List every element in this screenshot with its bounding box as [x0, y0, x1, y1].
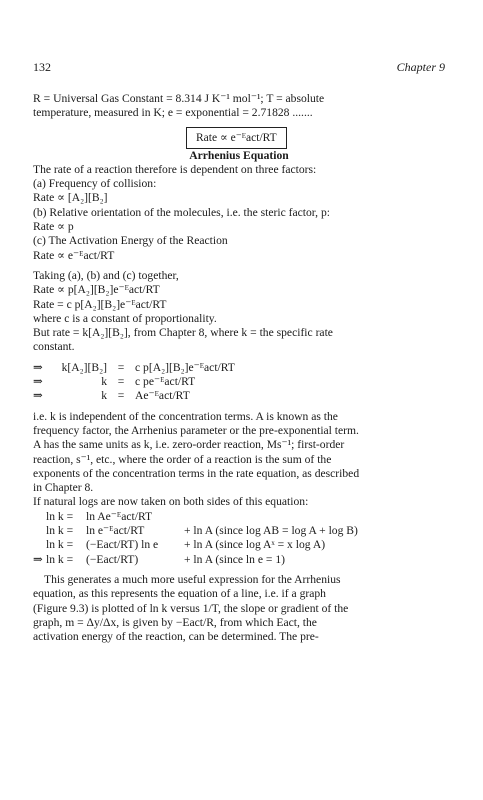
log-term: ln Ae⁻ᴱact/RT	[86, 509, 153, 523]
equation-2: Rate = c p[A₂][B₂]e⁻ᴱact/RT	[33, 297, 167, 311]
final-paragraph	[33, 573, 445, 644]
derivation-rhs: c pe⁻ᴱact/RT	[135, 375, 196, 389]
paragraph-line: in Chapter 8.	[33, 481, 94, 495]
paragraph-line: activation energy of the reaction, can be determined. The pre-	[33, 630, 319, 644]
derivation-block	[33, 361, 445, 404]
log-term: (−Eact/RT) ln e	[86, 538, 159, 552]
frequency-factor-paragraph	[33, 410, 445, 496]
page-header	[33, 60, 445, 76]
but-rate-line-1: But rate = k[A₂][B₂], from Chapter 8, where k = the specific rate	[33, 326, 333, 340]
factor-c-rate: Rate ∝ e⁻ᴱact/RT	[33, 248, 115, 262]
paragraph-line: reaction, s⁻¹, etc., where the order of a reaction is the sum of the	[33, 452, 332, 466]
derivation-row	[33, 375, 445, 389]
factor-a-label: (a) Frequency of collision:	[33, 177, 157, 191]
page-body	[33, 92, 445, 644]
implies-arrow: ⇒	[33, 389, 43, 403]
factor-b-rate: Rate ∝ p	[33, 220, 74, 234]
derivation-rhs: c p[A₂][B₂]e⁻ᴱact/RT	[135, 360, 235, 374]
log-term: (−Eact/RT)	[86, 552, 139, 566]
boxed-equation: Rate ∝ e⁻ᴱact/RT	[186, 127, 287, 149]
paragraph-line: frequency factor, the Arrhenius parameter or the pre-exponential term.	[33, 423, 359, 437]
derivation-row	[33, 361, 445, 375]
intro-line-1: R = Universal Gas Constant = 8.314 J K⁻¹ mol⁻¹; T = absolute	[33, 92, 325, 105]
log-lhs: ln k =	[46, 552, 74, 566]
where-c: where c is a constant of proportionality.	[33, 311, 217, 325]
log-term: ln e⁻ᴱact/RT	[86, 524, 145, 538]
intro-line-2: temperature, measured in K; e = exponential = 2.71828 .......	[33, 106, 313, 120]
paragraph-line: i.e. k is independent of the concentration terms. A is known as the	[33, 409, 338, 423]
paragraph-line: exponents of the concentration terms in the rate equation, as described	[33, 466, 360, 480]
implies-arrow: ⇒	[33, 375, 43, 389]
section-heading: Arrhenius Equation	[189, 148, 289, 162]
derivation-equals: =	[117, 375, 125, 389]
log-row	[33, 524, 445, 538]
derivation-row	[33, 389, 445, 403]
derivation-rhs: Ae⁻ᴱact/RT	[135, 389, 190, 403]
page-number: 132	[33, 60, 51, 74]
implies-arrow: ⇒	[33, 360, 43, 374]
factor-b-label: (b) Relative orientation of the molecules, i.e. the steric factor, p:	[33, 205, 330, 219]
but-rate-line-2: constant.	[33, 340, 75, 354]
log-derivation	[33, 510, 445, 567]
log-lhs: ln k =	[46, 538, 74, 552]
log-note: + ln A (since ln e = 1)	[184, 552, 285, 566]
factor-c-label: (c) The Activation Energy of the Reaction	[33, 234, 228, 248]
log-lhs: ln k =	[46, 524, 74, 538]
paragraph-line: A has the same units as k, i.e. zero-order reaction, Ms⁻¹; first-order	[33, 438, 345, 452]
taking-together: Taking (a), (b) and (c) together,	[33, 268, 179, 282]
log-note: + ln A (since log AB = log A + log B)	[184, 524, 358, 538]
log-note: + ln A (since log Aˣ = x log A)	[184, 538, 326, 552]
natural-logs-intro: If natural logs are now taken on both sides of this equation:	[33, 495, 309, 509]
log-row	[33, 538, 445, 552]
log-lhs: ln k =	[46, 509, 74, 523]
paragraph-line: graph, m = Δy/Δx, is given by −Eact/R, from which Eact, the	[33, 615, 317, 629]
factor-a-rate: Rate ∝ [A₂][B₂]	[33, 191, 108, 205]
derivation-lhs: k	[101, 375, 107, 389]
equation-1: Rate ∝ p[A₂][B₂]e⁻ᴱact/RT	[33, 283, 160, 297]
derivation-equals: =	[117, 360, 125, 374]
derivation-equals: =	[117, 389, 125, 403]
factors-intro: The rate of a reaction therefore is dependent on three factors:	[33, 162, 317, 176]
chapter-label: Chapter 9	[396, 60, 445, 74]
derivation-lhs: k[A₂][B₂]	[61, 360, 107, 374]
derivation-lhs: k	[101, 389, 107, 403]
log-row	[33, 553, 445, 567]
paragraph-line: This generates a much more useful expression for the Arrhenius	[44, 572, 341, 586]
log-row	[33, 510, 445, 524]
implies-arrow: ⇒	[33, 552, 43, 566]
paragraph-line: (Figure 9.3) is plotted of ln k versus 1/T, the slope or gradient of the	[33, 601, 349, 615]
paragraph-line: equation, as this represents the equation of a line, i.e. if a graph	[33, 587, 326, 601]
